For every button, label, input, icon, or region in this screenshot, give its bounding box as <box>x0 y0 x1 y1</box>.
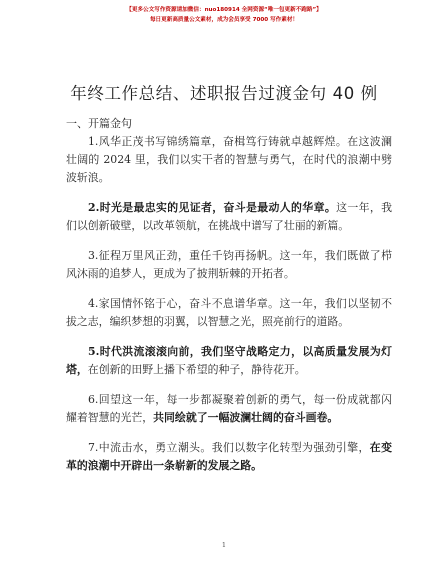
paragraph-text: 3.征程万里风正劲，重任千钧再扬帆。这一年，我们既做了栉风沐雨的追梦人，更成为了披荆斩棘的开拓者。 <box>66 249 392 280</box>
paragraph-2 <box>66 199 392 235</box>
promo-banner-line1: 【更多公文写作资源请加微信：nuo180914 全网资源“唯一包更新不跑路”】 <box>126 7 322 13</box>
paragraph-text: 在变革的浪潮中开辟出一条崭新的发展之路。 <box>66 441 392 472</box>
page-number: 1 <box>221 541 227 549</box>
paragraph-text: 这一年，我们以创新破壁，以改革领航，在挑战中谱写了壮丽的新篇。 <box>66 201 392 232</box>
promo-banner <box>0 6 448 24</box>
paragraph-4 <box>66 295 392 331</box>
paragraph-7 <box>66 439 392 475</box>
paragraph-text: 共同绘就了一幅波澜壮阔的奋斗画卷。 <box>153 411 339 424</box>
paragraph-text: 1.风华正茂书写锦绣篇章，奋楫笃行铸就卓越辉煌。在这波澜壮阔的 2024 里，我们以实干者的智慧与勇气，在时代的浪潮中劈波斩浪。 <box>66 135 392 184</box>
paragraph-lead: 2.时光是最忠实的见证者，奋斗是最动人的华章。 <box>88 201 337 214</box>
document-title: 年终工作总结、述职报告过渡金句 40 例 <box>70 84 378 103</box>
paragraph-5 <box>66 343 392 379</box>
paragraph-6 <box>66 391 392 427</box>
paragraph-lead: 6.回望这一年，每一步都凝聚着创新的勇气，每一份成就都闪耀着智慧的光芒， <box>66 393 392 424</box>
section-heading: 一、开篇金句 <box>66 117 132 130</box>
paragraph-text: 在创新的田野上播下希望的种子，静待花开。 <box>87 363 306 376</box>
paragraph-1 <box>66 133 392 187</box>
paragraph-lead: 7.中流击水，勇立潮头。我们以数字化转型为强劲引擎， <box>88 441 370 454</box>
document-body <box>66 133 392 487</box>
promo-banner-line2: 每日更新高质量公文素材，成为会员享受 7000 写作素材！ <box>149 17 299 23</box>
paragraph-lead: 5.时代洪流滚滚向前，我们坚守战略定力，以高质量发展为灯塔， <box>66 345 392 376</box>
paragraph-text: 4.家国情怀铭于心，奋斗不息谱华章。这一年，我们以坚韧不拔之志，编织梦想的羽翼，以智慧之光，照亮前行的道路。 <box>66 297 392 328</box>
paragraph-3 <box>66 247 392 283</box>
